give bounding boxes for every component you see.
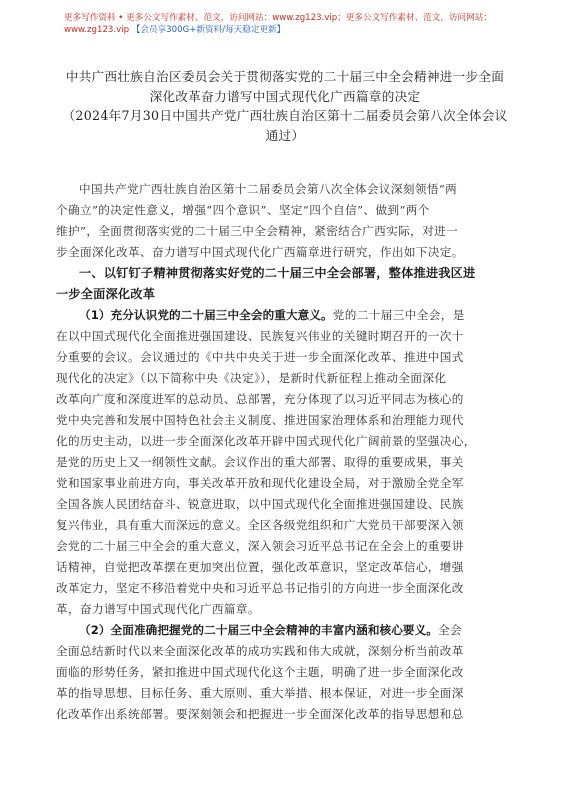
banner-url[interactable]: www.zg123.vip bbox=[64, 25, 130, 35]
banner-line-2[interactable] bbox=[64, 24, 534, 36]
paragraph-2-line: 面临的形势任务，紧扣推进中国式现代化这个主题，明确了进一步全面深化改 bbox=[56, 665, 464, 679]
title-line-2: 深化改革奋力谱写中国式现代化广西篇章的决定 bbox=[149, 88, 421, 104]
paragraph-1-line: 党中央完善和发展中国特色社会主义制度、推进国家治理体系和治理能力现代 bbox=[56, 413, 464, 427]
paragraph-2-first-line bbox=[56, 620, 514, 641]
paragraph-1-line: 改革定力，坚定不移沿着党中央和习近平总书记指引的方向进一步全面深化改 bbox=[56, 581, 464, 595]
paragraph-1-line: 话精神，自觉把改革摆在更加突出位置，强化改革意识，坚定改革信心，增强 bbox=[56, 560, 464, 574]
paragraph-2-line: 全面总结新时代以来全面深化改革的成功实践和伟大成就，深刻分析当前改革 bbox=[56, 644, 464, 658]
promo-banner bbox=[64, 12, 534, 36]
paragraph-1-line: 全国各族人民团结奋斗、锐意进取，以中国式现代化全面推进强国建设、民族 bbox=[56, 497, 464, 511]
title-line-3: （2024年7月30日中国共产党广西壮族自治区第十二届委员会第八次全体会议 bbox=[62, 108, 508, 123]
title-line-4: 通过） bbox=[265, 127, 305, 143]
intro-line: 个确立”的决定性意义，增强“四个意识”、坚定“四个自信”、做到“两个 bbox=[56, 203, 430, 217]
paragraph-1-line: 在以中国式现代化全面推进强国建设、民族复兴伟业的关键时期召开的一次十 bbox=[56, 329, 464, 343]
paragraph-2-first-rest: 全会 bbox=[437, 623, 462, 637]
intro-line: 步全面深化改革、奋力谱写中国式现代化广西篇章进行研究，作出如下决定。 bbox=[56, 245, 464, 259]
document-title bbox=[30, 67, 540, 145]
paragraph-1-line: 革，奋力谱写中国式现代化广西篇章。 bbox=[56, 602, 260, 616]
banner-promo[interactable]: 【会员享300G+新资料/每天稳定更新】 bbox=[131, 25, 286, 35]
paragraph-1-line: 是党的历史上又一纲领性文献。会议作出的重大部署、取得的重要成果，事关 bbox=[56, 455, 464, 469]
paragraph-1-line: 党和国家事业前进方向，事关改革开放和现代化建设全局，对于激励全党全军 bbox=[56, 476, 464, 490]
paragraph-1-line: 会党的二十届三中全会的重大意义，深入领会习近平总书记在全会上的重要讲 bbox=[56, 539, 464, 553]
section-1-heading-cont: 一步全面深化改革 bbox=[56, 287, 156, 301]
paragraph-1-line: 化的历史主动，以进一步全面深化改革开辟中国式现代化广阔前景的坚强决心， bbox=[56, 434, 476, 448]
document-body bbox=[56, 179, 514, 725]
paragraph-2-line: 化改革作出系统部署。要深刻领会和把握进一步全面深化改革的指导思想和总 bbox=[56, 707, 464, 721]
title-line-1: 中共广西壮族自治区委员会关于贯彻落实党的二十届三中全会精神进一步全面 bbox=[65, 69, 505, 84]
section-1-heading: 一、以钉钉子精神贯彻落实好党的二十届三中全会部署，整体推进我区进 bbox=[79, 266, 476, 280]
paragraph-1-lead: （1）充分认识党的二十届三中全会的重大意义。 bbox=[79, 308, 333, 322]
paragraph-1-first-line bbox=[56, 305, 514, 326]
paragraph-2-lead: （2）全面准确把握党的二十届三中全会精神的丰富内涵和核心要义。 bbox=[79, 623, 438, 637]
paragraph-1-first-rest: 党的二十届三中全会，是 bbox=[332, 308, 465, 322]
intro-line: 中国共产党广西壮族自治区第十二届委员会第八次全体会议深刻领悟“两 bbox=[79, 182, 458, 196]
paragraph-1-line: 分重要的会议。会议通过的《中共中央关于进一步全面深化改革、推进中国式 bbox=[56, 350, 464, 364]
paragraph-1-line: 现代化的决定》（以下简称中央《决定》），是新时代新征程上推动全面深化 bbox=[56, 371, 447, 385]
paragraph-1-line: 改革向广度和深度进军的总动员、总部署，充分体现了以习近平同志为核心的 bbox=[56, 392, 464, 406]
paragraph-1-line: 复兴伟业，具有重大而深远的意义。全区各级党组织和广大党员干部要深入领 bbox=[56, 518, 464, 532]
paragraph-2-line: 革的指导思想、目标任务、重大原则、重大举措、根本保证，对进一步全面深 bbox=[56, 686, 464, 700]
banner-line-1[interactable]: 更多写作资料 • 更多公文写作素材、范文，访问网站：www.zg123.vip；更多公文写作素材、范文，访问网站： bbox=[64, 13, 492, 23]
intro-line: 维护”，全面贯彻落实党的二十届三中全会精神，紧密结合广西实际，对进一 bbox=[56, 224, 459, 238]
